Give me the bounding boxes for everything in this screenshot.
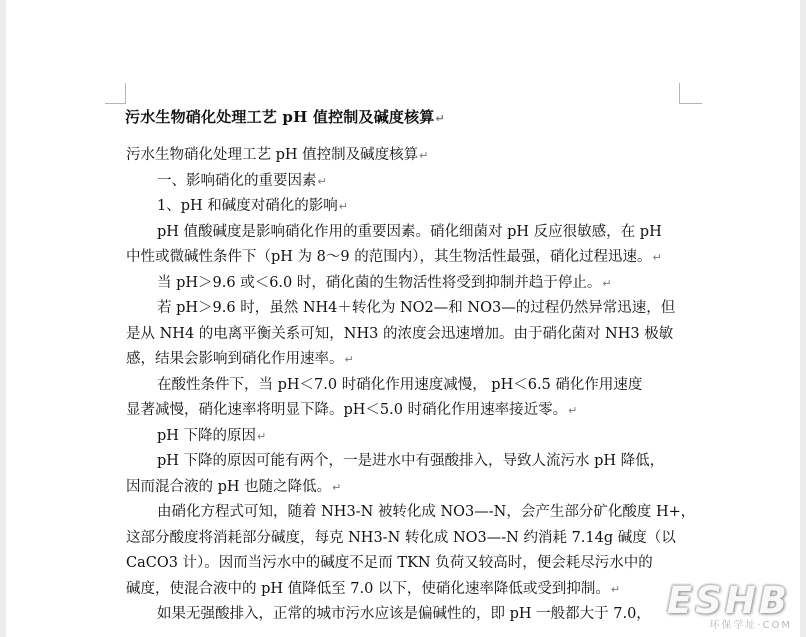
text-line xyxy=(126,424,686,450)
text-line xyxy=(126,551,686,577)
paragraph xyxy=(126,373,686,424)
paragraph-mark: ↵ xyxy=(332,480,342,494)
crop-mark-top-right xyxy=(679,83,702,104)
text-line xyxy=(126,143,686,169)
text-line xyxy=(126,194,686,220)
text-line-content: 是从 NH4 的电离平衡关系可知，NH3 的浓度会迅速增加。由于硝化菌对 NH3 极敏 xyxy=(126,325,674,342)
text-line-content: 如果无强酸排入，正常的城市污水应该是偏碱性的，即 pH 一般都大于 7.0， xyxy=(157,606,651,622)
watermark-subtitle: 环保学址·COM xyxy=(709,620,792,631)
text-line-content: pH 下降的原因可能有两个，一是进水中有强酸排入，导致人流污水 pH 降低， xyxy=(157,453,665,469)
text-line xyxy=(126,602,686,628)
text-line xyxy=(126,398,686,424)
paragraph-mark: ↵ xyxy=(338,200,348,213)
paragraph-mark: ↵ xyxy=(610,582,621,596)
text-line xyxy=(126,577,686,603)
paragraph xyxy=(126,194,686,220)
text-line-content: 因而混合液的 pH 也随之降低。 xyxy=(126,478,332,495)
text-line-content: 由硝化方程式可知，随着 NH3-N 被转化成 NO3—-N，会产生部分矿化酸度 H+， xyxy=(157,504,696,520)
right-gutter xyxy=(800,0,806,637)
text-line-content: 若 pH＞9.6 时，虽然 NH4＋转化为 NO2—和 NO3—的过程仍然异常迅速，但 xyxy=(157,300,676,316)
text-line-content: 感，结果会影响到硝化作用速率。 xyxy=(126,351,344,367)
paragraph xyxy=(126,500,696,602)
paragraph xyxy=(126,169,686,195)
text-line-content: CaCO3 计）。因而当污水中的碱度不足而 TKN 负荷又较高时，便会耗尽污水中的 xyxy=(126,555,653,571)
text-line xyxy=(126,220,686,246)
text-line xyxy=(126,271,686,297)
text-line-content: 碱度，使混合液中的 pH 值降低至 7.0 以下，使硝化速率降低或受到抑制。 xyxy=(126,580,610,597)
paragraph-mark: ↵ xyxy=(652,251,662,264)
paragraph xyxy=(126,271,686,297)
text-line xyxy=(126,347,686,373)
text-line-content: pH 值酸碱度是影响硝化作用的重要因素。硝化细菌对 pH 反应很敏感，在 pH xyxy=(157,223,662,240)
paragraph-mark: ↵ xyxy=(602,276,612,290)
text-line xyxy=(126,169,686,195)
text-line-content: 1、pH 和碱度对硝化的影响 xyxy=(157,198,338,214)
site-watermark xyxy=(648,579,798,631)
text-line-content: 当 pH＞9.6 或＜6.0 时，硝化菌的生物活性将受到抑制并趋于停止。 xyxy=(157,274,602,291)
text-line xyxy=(126,449,686,475)
left-gutter xyxy=(0,0,6,637)
text-line-content: 一、影响硝化的重要因素 xyxy=(157,172,317,189)
watermark-logo: ESHB xyxy=(666,579,790,622)
paragraph-mark: ↵ xyxy=(344,353,354,366)
paragraph-mark: ↵ xyxy=(317,174,327,188)
crop-mark-top-left xyxy=(105,83,126,104)
document-title-text: 污水生物硝化处理工艺 pH 值控制及碱度核算 xyxy=(125,108,435,126)
document-body[interactable] xyxy=(125,107,696,628)
paragraph xyxy=(126,602,686,628)
document-title xyxy=(125,107,686,127)
text-line xyxy=(126,296,686,322)
paragraph xyxy=(126,296,686,373)
text-line xyxy=(126,322,686,348)
text-line xyxy=(126,373,686,399)
paragraph-list xyxy=(126,143,696,628)
paragraph-mark: ↵ xyxy=(419,149,429,162)
text-line-content: 在酸性条件下，当 pH＜7.0 时硝化作用速度减慢， pH＜6.5 硝化作用速度 xyxy=(157,376,643,393)
text-line-content: pH 下降的原因 xyxy=(157,427,257,444)
text-line xyxy=(126,245,686,271)
paragraph xyxy=(126,449,686,500)
paragraph-mark: ↵ xyxy=(257,429,267,443)
text-line-content: 污水生物硝化处理工艺 pH 值控制及碱度核算 xyxy=(126,147,419,163)
paragraph xyxy=(126,220,686,271)
text-line-content: 显著减慢，硝化速率将明显下降。pH＜5.0 时硝化作用速率接近零。 xyxy=(126,402,568,418)
text-line-content: 中性或微碱性条件下（pH 为 8～9 的范围内），其生物活性最强，硝化过程迅速。 xyxy=(126,249,652,265)
paragraph-mark: ↵ xyxy=(568,404,578,417)
text-line-content: 这部分酸度将消耗部分碱度，每克 NH3-N 转化成 NO3—-N 约消耗 7.14g 碱度（以 xyxy=(126,529,676,546)
text-line xyxy=(126,475,686,501)
text-line xyxy=(126,500,696,526)
paragraph xyxy=(126,424,686,450)
paragraph xyxy=(126,143,686,169)
text-line xyxy=(126,526,686,552)
paragraph-mark: ↵ xyxy=(435,112,445,125)
